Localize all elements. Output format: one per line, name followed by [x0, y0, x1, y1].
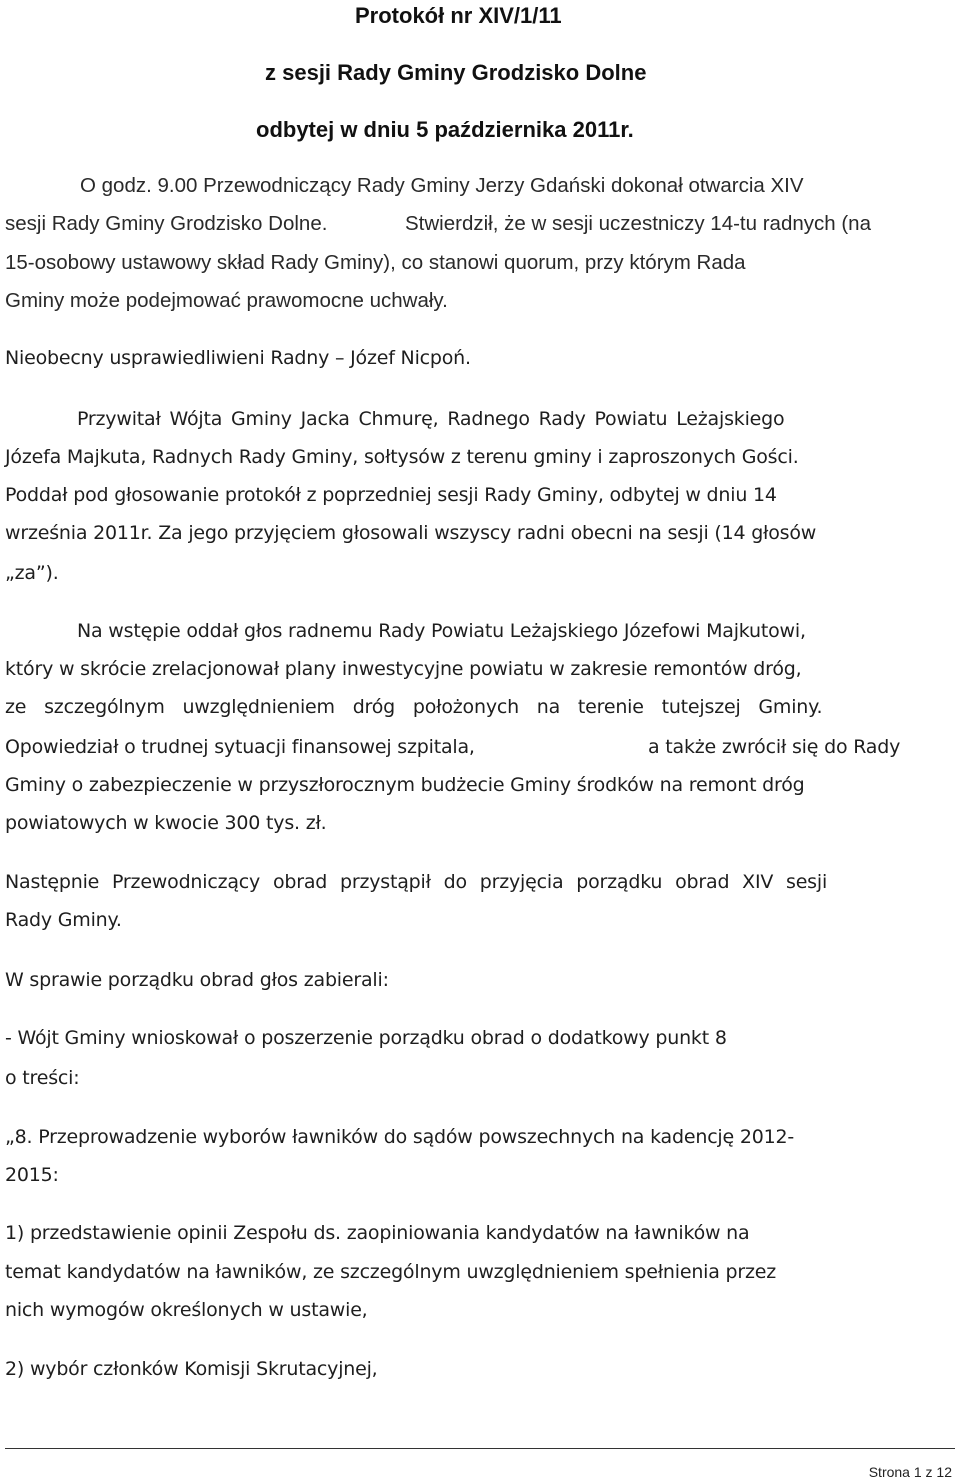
para7-line2: o treści: [5, 1067, 80, 1089]
absent-note: Nieobecny usprawiedliwieni Radny – Józef Nicpoń. [5, 347, 471, 369]
para7-line1: - Wójt Gminy wnioskował o poszerzenie porządku obrad o dodatkowy punkt 8 [5, 1027, 727, 1049]
para3-line4: września 2011r. Za jego przyjęciem głosowali wszyscy radni obecni na sesji (14 głosów [5, 522, 817, 544]
para3-line2: Józefa Majkuta, Radnych Rady Gminy, sołtysów z terenu gminy i zaproszonych Gości. [5, 446, 799, 468]
para3-line5: „za”). [5, 562, 59, 584]
para1-line2a: sesji Rady Gminy Grodzisko Dolne. [5, 212, 328, 235]
para1-line4: Gminy może podejmować prawomocne uchwały. [5, 289, 448, 312]
para5-line1: Następnie Przewodniczący obrad przystąpił do przyjęcia porządku obrad XIV sesji [5, 871, 828, 893]
para8-line1: „8. Przeprowadzenie wyborów ławników do sądów powszechnych na kadencję 2012- [5, 1126, 795, 1148]
para9-line3: nich wymogów określonych w ustawie, [5, 1299, 368, 1321]
para3-line3: Poddał pod głosowanie protokół z poprzedniej sesji Rady Gminy, odbytej w dniu 14 [5, 484, 777, 506]
para10-line: 2) wybór członków Komisji Skrutacyjnej, [5, 1358, 378, 1380]
para5-line2: Rady Gminy. [5, 909, 122, 931]
para3-line1: Przywitał Wójta Gminy Jacka Chmurę, Radnego Rady Powiatu Leżajskiego [77, 408, 785, 430]
para1-line2b: Stwierdził, że w sesji uczestniczy 14-tu radnych (na [405, 212, 871, 235]
para1-line3: 15-osobowy ustawowy skład Rady Gminy), co stanowi quorum, przy którym Rada [5, 251, 746, 274]
para8-line2: 2015: [5, 1164, 59, 1186]
para9-line2: temat kandydatów na ławników, ze szczególnym uwzględnieniem spełnienia przez [5, 1261, 777, 1283]
para1-line1: O godz. 9.00 Przewodniczący Rady Gminy Jerzy Gdański dokonał otwarcia XIV [80, 174, 804, 197]
page-number: Strona 1 z 12 [868, 1464, 952, 1480]
para4-line4b: a także zwrócił się do Rady [648, 736, 901, 758]
agenda-discussion-heading: W sprawie porządku obrad głos zabierali: [5, 969, 389, 991]
protocol-title: Protokół nr XIV/1/11 [355, 3, 562, 28]
para4-line2: który w skrócie zrelacjonował plany inwestycyjne powiatu w zakresie remontów dróg, [5, 658, 802, 680]
para4-line1: Na wstępie oddał głos radnemu Rady Powiatu Leżajskiego Józefowi Majkutowi, [77, 620, 806, 642]
para4-line5: Gminy o zabezpieczenie w przyszłorocznym budżecie Gminy środków na remont dróg [5, 774, 805, 796]
para4-line6: powiatowych w kwocie 300 tys. zł. [5, 812, 327, 834]
para4-line4a: Opowiedział o trudnej sytuacji finansowej szpitala, [5, 736, 475, 758]
session-subtitle: z sesji Rady Gminy Grodzisko Dolne [265, 60, 647, 85]
para9-line1: 1) przedstawienie opinii Zespołu ds. zaopiniowania kandydatów na ławników na [5, 1222, 750, 1244]
footer-divider [5, 1448, 955, 1449]
para4-line3: ze szczególnym uwzględnieniem dróg położonych na terenie tutejszej Gminy. [5, 696, 823, 718]
session-date-subtitle: odbytej w dniu 5 października 2011r. [256, 117, 634, 142]
